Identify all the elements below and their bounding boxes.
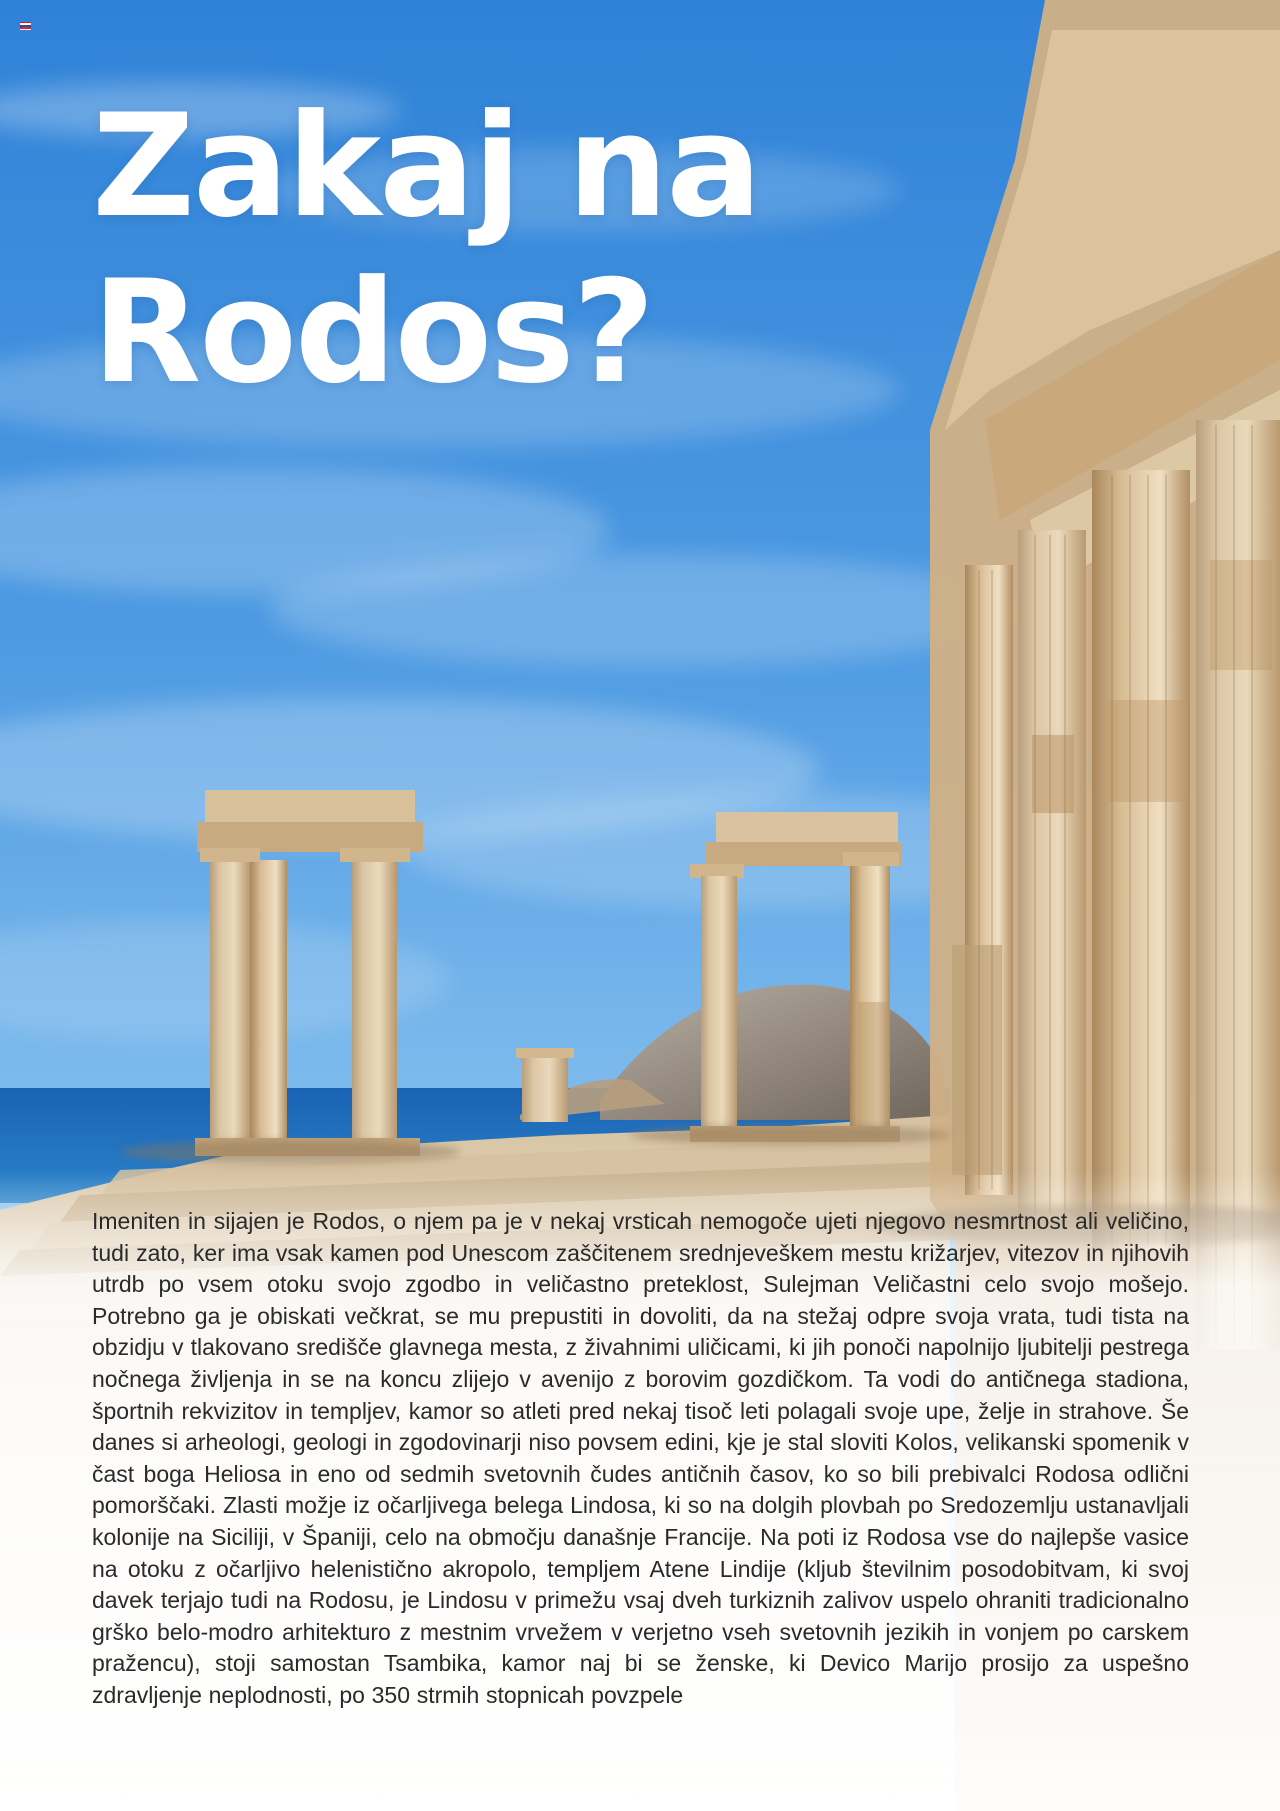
page-title: [92, 84, 852, 416]
bottom-soft-white: [0, 1760, 1280, 1811]
slovenia-flag-icon: [20, 22, 31, 30]
article-body: Imeniten in sijajen je Rodos, o njem pa je v nekaj vrsticah nemogoče ujeti njegovo nesmrtnost ali veličino, tudi zato, ker ima vsak kamen pod Unescom zaščitenem srednjeveškem mestu križarjev, vitezov in njihovih utrdb po vsem otoku svojo zgodbo in veličastno preteklost, Sulejman Veličastni celo svojo mošejo. Potrebno ga je obiskati večkrat, se mu prepustiti in dovoliti, da na stežaj odpre svoja vrata, tudi tista na obzidju v tlakovano središče glavnega mesta, z živahnimi uličicami, ki jih ponoči napolnijo ljubitelji pestrega nočnega življenja in se na koncu zlijejo v avenijo z borovim gozdičkom. Ta vodi do antičnega stadiona, športnih rekvizitov in templjev, kamor so atleti pred nekaj tisoč leti polagali svoje upe, želje in strahove. Še danes si arheologi, geologi in zgodovinarji niso povsem edini, kje je stal sloviti Kolos, velikanski spomenik v čast boga Heliosa in eno od sedmih svetovnih čudes antičnih časov, ko so bili prebivalci Rodosa odlični pomorščaki. Zlasti možje iz očarljivega belega Lindosa, ki so na dolgih plovbah po Sredozemlju ustanavljali kolonije na Siciliji, v Španiji, celo na območju današnje Francije. Na poti iz Rodosa vse do najlepše vasice na otoku z očarljivo helenistično akropolo, templjem Atene Lindije (kljub številnim posodobitvam, ki svoj davek terjajo tudi na Rodosu, je Lindosu v primežu vsaj dveh turkiznih zalivov uspelo ohraniti tradicionalno grško belo-modro arhitekturo z mestnim vrvežem v verjetno vseh svetovnih jezikih in vonjem po carskem pražencu), stoji samostan Tsambika, kamor naj bi se ženske, ki Devico Marijo prosijo za uspešno zdravljenje neplodnosti, po 350 strmih stopnicah povzpele: [92, 1208, 1189, 1708]
title-line-1: Zakaj na: [92, 84, 761, 249]
title-line-2: Rodos?: [92, 250, 653, 415]
broken-column: [516, 1048, 574, 1122]
